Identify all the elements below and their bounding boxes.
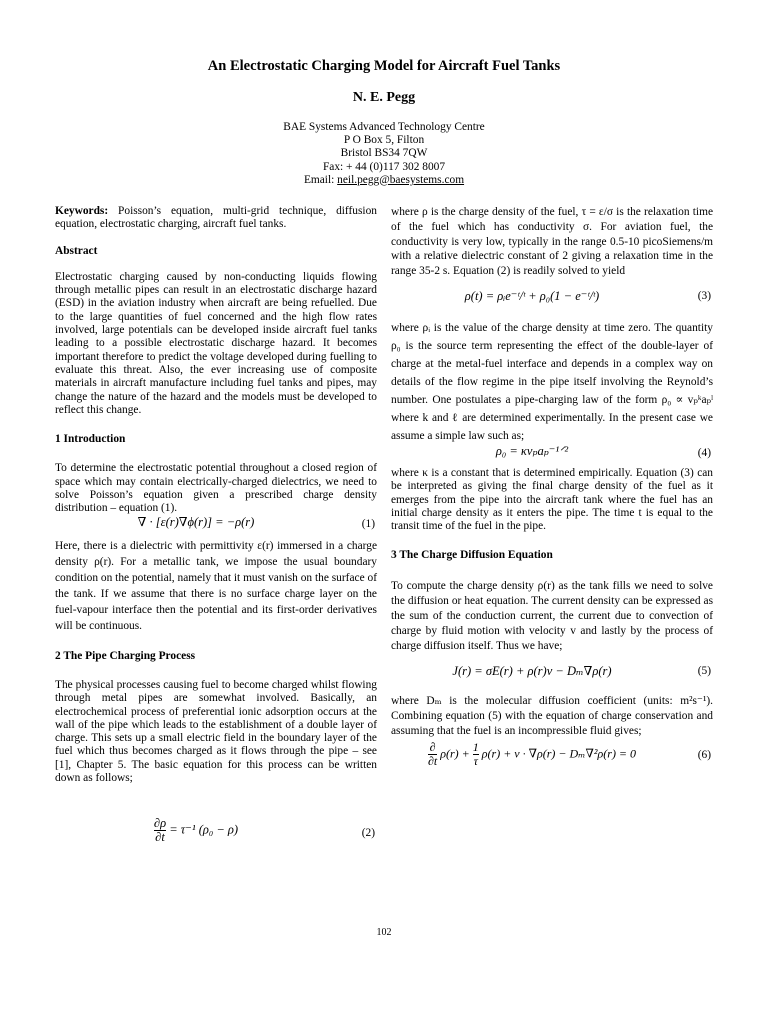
paper-title: An Electrostatic Charging Model for Aircraft Fuel Tanks (207, 58, 561, 74)
author-affiliation (0, 121, 768, 187)
affiliation-org: BAE Systems Advanced Technology Centre (283, 121, 485, 133)
equation-4 (391, 445, 713, 467)
equation-5-expression: J(r) = σE(r) + ρ(r)v − Dₘ∇ρ(r) (452, 663, 612, 678)
affiliation-address-line2: Bristol BS34 7QW (340, 147, 428, 160)
abstract-text: Electrostatic charging caused by non-conducting liquids flowing through metallic pipes can result in an electrostatic discharge hazard (ESD) in the aviation industry when aircraft are being refuelled. Due to the large quantities of fuel concerned and the high flow rates involved, large potentials can be developed inside aircraft fuel tanks leading to a possible electrostatic discharge hazard. It becomes important therefore to predict the voltage developed during fuelling to evaluate this threat. Also, the ever increasing use of composite materials in aircraft manufacture including fuel tanks and pipes, may change the nature of the hazard and the models must be developed to reflect this change. (55, 270, 377, 416)
section-1-heading: 1 Introduction (55, 433, 126, 446)
equation-2 (55, 813, 377, 853)
equation-6-middle: ρ(r) + (437, 746, 473, 761)
equation-2-fraction (154, 817, 166, 844)
equation-4-expression: ρ₀ = κvₚaₚ⁻¹ᐟ² (495, 443, 569, 458)
section-3-paragraph-1: To compute the charge density ρ(r) as the tank fills we need to solve the diffusion or heat equation. The current density can be expressed as the sum of the conduction current, the current due to convection of charge by fluid motion with velocity v and lastly by the process of charge diffusion itself. Thus we have; (391, 579, 713, 652)
equation-6-time-derivative (428, 741, 437, 768)
equation-5-number: (5) (697, 664, 711, 677)
equation-6-expression (391, 741, 673, 768)
email-link[interactable]: neil.pegg@baesystems.com (337, 173, 465, 186)
equation-3 (391, 279, 713, 319)
keywords-text: Poisson’s equation, multi-grid technique, diffusion equation, electrostatic charging, aircraft fuel tanks. (55, 205, 377, 231)
section-2-paragraph-1: The physical processes causing fuel to become charged whilst flowing through metal pipes are somewhat involved. Basically, an electrochemical process of preferential ionic adsorption occurs at the wall of the pipe which leads to the establishment of a double layer of charge. This sets up a small electric field in the boundary layer of the fuel which thus becomes charged as it flows through the pipe – see [1], Chapter 5. The basic equation for this process can be written down as follows; (55, 678, 377, 785)
equation-6-derivative-numerator: ∂ (429, 739, 436, 754)
equation-6-fraction-denominator: τ (473, 753, 478, 768)
equation-2-expression (55, 817, 337, 844)
keywords-label: Keywords: (55, 205, 109, 217)
equation-3-expression: ρ(t) = ρᵢe⁻ᵗ/ᵗ + ρ₀(1 − e⁻ᵗ/ᵗ) (464, 288, 600, 303)
paper-author: N. E. Pegg (352, 90, 416, 105)
right-paragraph-3: where κ is a constant that is determined empirically. Equation (3) can be interpreted as giving the final charge density of the fuel as it emerges from the pipe into the aircraft tank where the fuel has an initial charge density as it enters the pipe. The time t is equal to the transit time of the fuel in the pipe. (391, 466, 713, 533)
section-1-paragraph-2: Here, there is a dielectric with permittivity ε(r) immersed in a charge density ρ(r). For a metallic tank, we impose the usual boundary condition on the potential, namely that it must vanish on the surface of the tank. If we assume that there is no surface charge layer on the fuel-vapour interface then the potential and its first-order derivatives will be continuous. (55, 539, 377, 632)
equation-6-number: (6) (697, 748, 711, 761)
equation-6-rhs: ρ(r) + v · ∇ρ(r) − Dₘ∇²ρ(r) = 0 (478, 746, 637, 761)
section-1-paragraph-1: To determine the electrostatic potential throughout a closed region of space which may contain electrically-charged dielectrics, we need to solve Poisson’s equation given a prescribed charge density distribution – equation (1). (55, 462, 377, 515)
affiliation-address-line1: P O Box 5, Filton (343, 134, 425, 147)
equation-2-number: (2) (361, 827, 375, 840)
abstract-heading: Abstract (55, 244, 98, 257)
equation-2-fraction-denominator: ∂t (155, 830, 165, 845)
affiliation-email-line (0, 174, 768, 187)
right-paragraph-2: where ρᵢ is the value of the charge density at time zero. The quantity ρ₀ is the source term representing the effect of the double-layer of charge at the metal-fuel interface and depends in a complex way on details of the flow regime in the pipe itself involving the Reynold’s number. One postulates a pipe-charging law of the form ρ₀ ∝ vₚᵏaₚˡ where k and ℓ are determined experimentally. In the present case we assume a simple law such as; (391, 321, 713, 442)
equation-2-fraction-numerator: ∂ρ (153, 816, 167, 831)
equation-4-number: (4) (697, 446, 711, 459)
equation-3-number: (3) (697, 289, 711, 302)
equation-2-rhs: = τ⁻¹ (ρ₀ − ρ) (166, 822, 239, 837)
right-paragraph-1: where ρ is the charge density of the fuel, τ = ε/σ is the relaxation time of the fuel which has conductivity σ. For aviation fuel, the conductivity is very low, typically in the range 0.5-10 picoSiemens/m with a relative dielectric constant of 2 giving a relaxation time in the range 35-2 s. Equation (2) is readily solved to yield (391, 206, 713, 278)
equation-1 (55, 516, 377, 538)
equation-6-fraction-numerator: 1 (472, 739, 479, 754)
equation-6 (391, 739, 713, 775)
page-number: 102 (376, 927, 392, 938)
right-column (391, 205, 713, 775)
section-3-paragraph-2: where Dₘ is the molecular diffusion coefficient (units: m²s⁻¹). Combining equation (5) with the equation of charge conservation and assuming that the fuel is an incompressible fluid gives; (391, 694, 713, 737)
keywords-paragraph (55, 205, 377, 232)
equation-1-expression: ∇ · [ε(r)∇ϕ(r)] = −ρ(r) (137, 514, 255, 529)
equation-5 (391, 654, 713, 694)
left-column (55, 205, 377, 853)
equation-6-derivative-denominator: ∂t (427, 753, 438, 768)
equation-1-number: (1) (361, 517, 375, 530)
affiliation-fax: Fax: + 44 (0)117 302 8007 (322, 160, 446, 173)
section-3-heading: 3 The Charge Diffusion Equation (391, 549, 553, 562)
section-2-heading: 2 The Pipe Charging Process (55, 649, 196, 662)
email-label: Email: (303, 173, 338, 186)
